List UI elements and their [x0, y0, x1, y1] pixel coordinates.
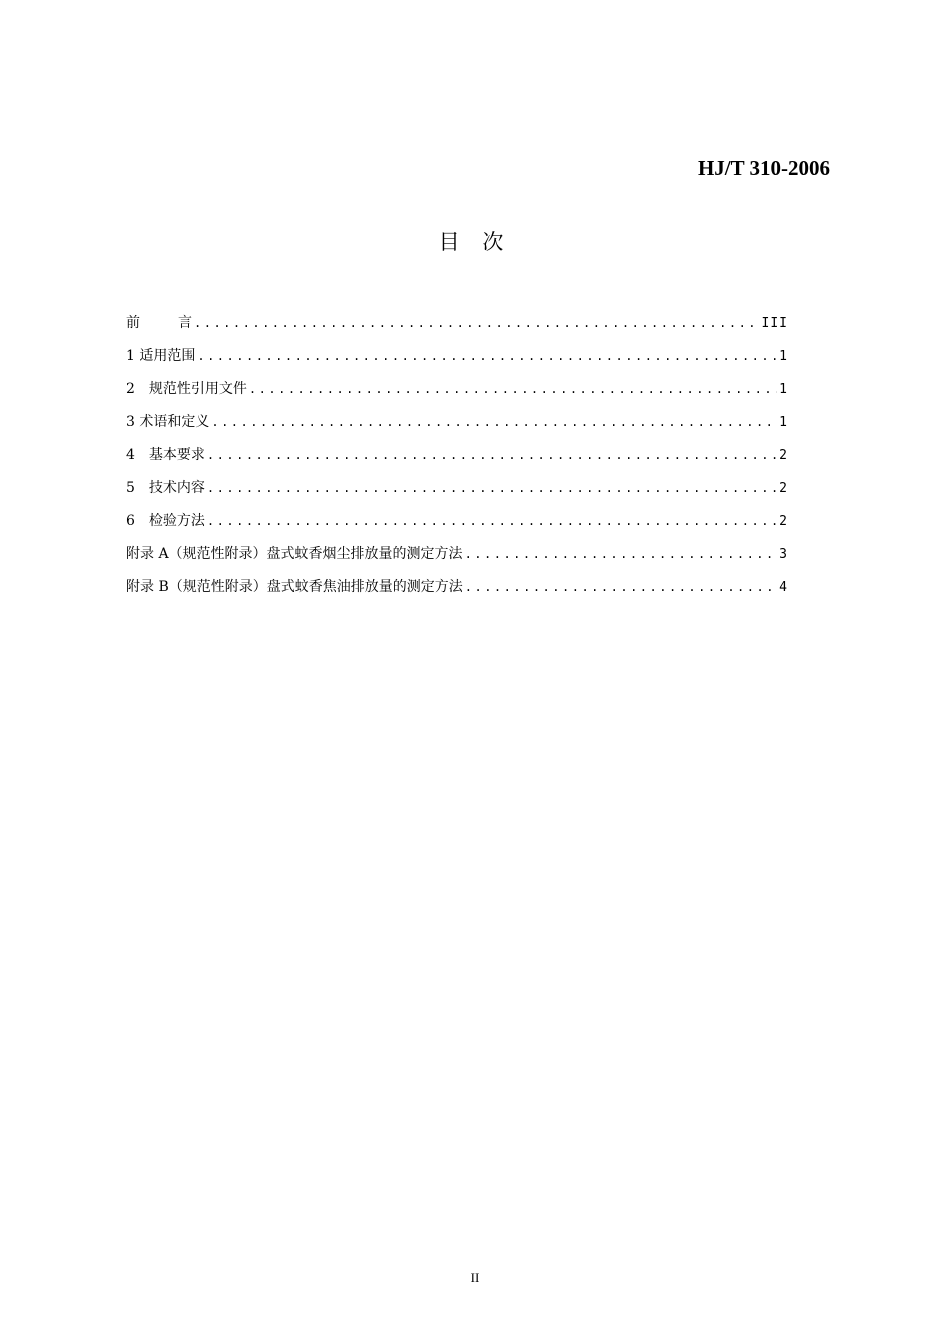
toc-entry-page: 1 [779, 349, 788, 364]
toc-entry-appendix-b[interactable] [126, 576, 788, 609]
toc-leader-dots [211, 415, 777, 429]
toc-entry-page: III [761, 316, 788, 331]
toc-entry-technical-content[interactable] [126, 477, 788, 510]
toc-entry-normative-references[interactable] [126, 378, 788, 411]
toc-entry-label: 6 检验方法 [126, 513, 205, 529]
page-number: II [470, 1270, 480, 1285]
toc-entry-label: 前 言 [126, 315, 192, 331]
toc-entry-label: 5 技术内容 [126, 480, 205, 496]
toc-title: 目 次 [438, 230, 512, 254]
toc-leader-dots [194, 316, 760, 330]
toc-entry-label: 附录 A（规范性附录）盘式蚊香烟尘排放量的测定方法 [126, 546, 463, 562]
toc-entry-label: 3 术语和定义 [126, 414, 210, 430]
toc-entry-page: 2 [779, 448, 788, 463]
toc-entry-test-methods[interactable] [126, 510, 788, 543]
toc-leader-dots [197, 349, 777, 363]
toc-leader-dots [465, 580, 777, 594]
toc-entry-page: 1 [779, 382, 788, 397]
toc-entry-basic-requirements[interactable] [126, 444, 788, 477]
toc-leader-dots [207, 448, 777, 462]
toc-entry-foreword[interactable] [126, 312, 788, 345]
document-code: HJ/T 310-2006 [697, 156, 830, 180]
toc-entry-terms-definitions[interactable] [126, 411, 788, 444]
toc-entry-page: 4 [779, 580, 788, 595]
toc-entry-page: 1 [779, 415, 788, 430]
toc-entry-label: 1 适用范围 [126, 348, 196, 364]
toc-entry-page: 2 [779, 481, 788, 496]
toc-leader-dots [207, 481, 777, 495]
toc-entry-page: 3 [779, 547, 788, 562]
toc-leader-dots [249, 382, 777, 396]
toc-leader-dots [465, 547, 778, 561]
toc-leader-dots [207, 514, 777, 528]
toc-entry-appendix-a[interactable] [126, 543, 788, 576]
toc-entry-label: 2 规范性引用文件 [126, 381, 247, 397]
toc-entry-label: 附录 B（规范性附录）盘式蚊香焦油排放量的测定方法 [126, 579, 463, 595]
toc-entry-label: 4 基本要求 [126, 447, 205, 463]
toc-entry-page: 2 [779, 514, 788, 529]
toc-entry-scope[interactable] [126, 345, 788, 378]
table-of-contents [126, 312, 788, 609]
